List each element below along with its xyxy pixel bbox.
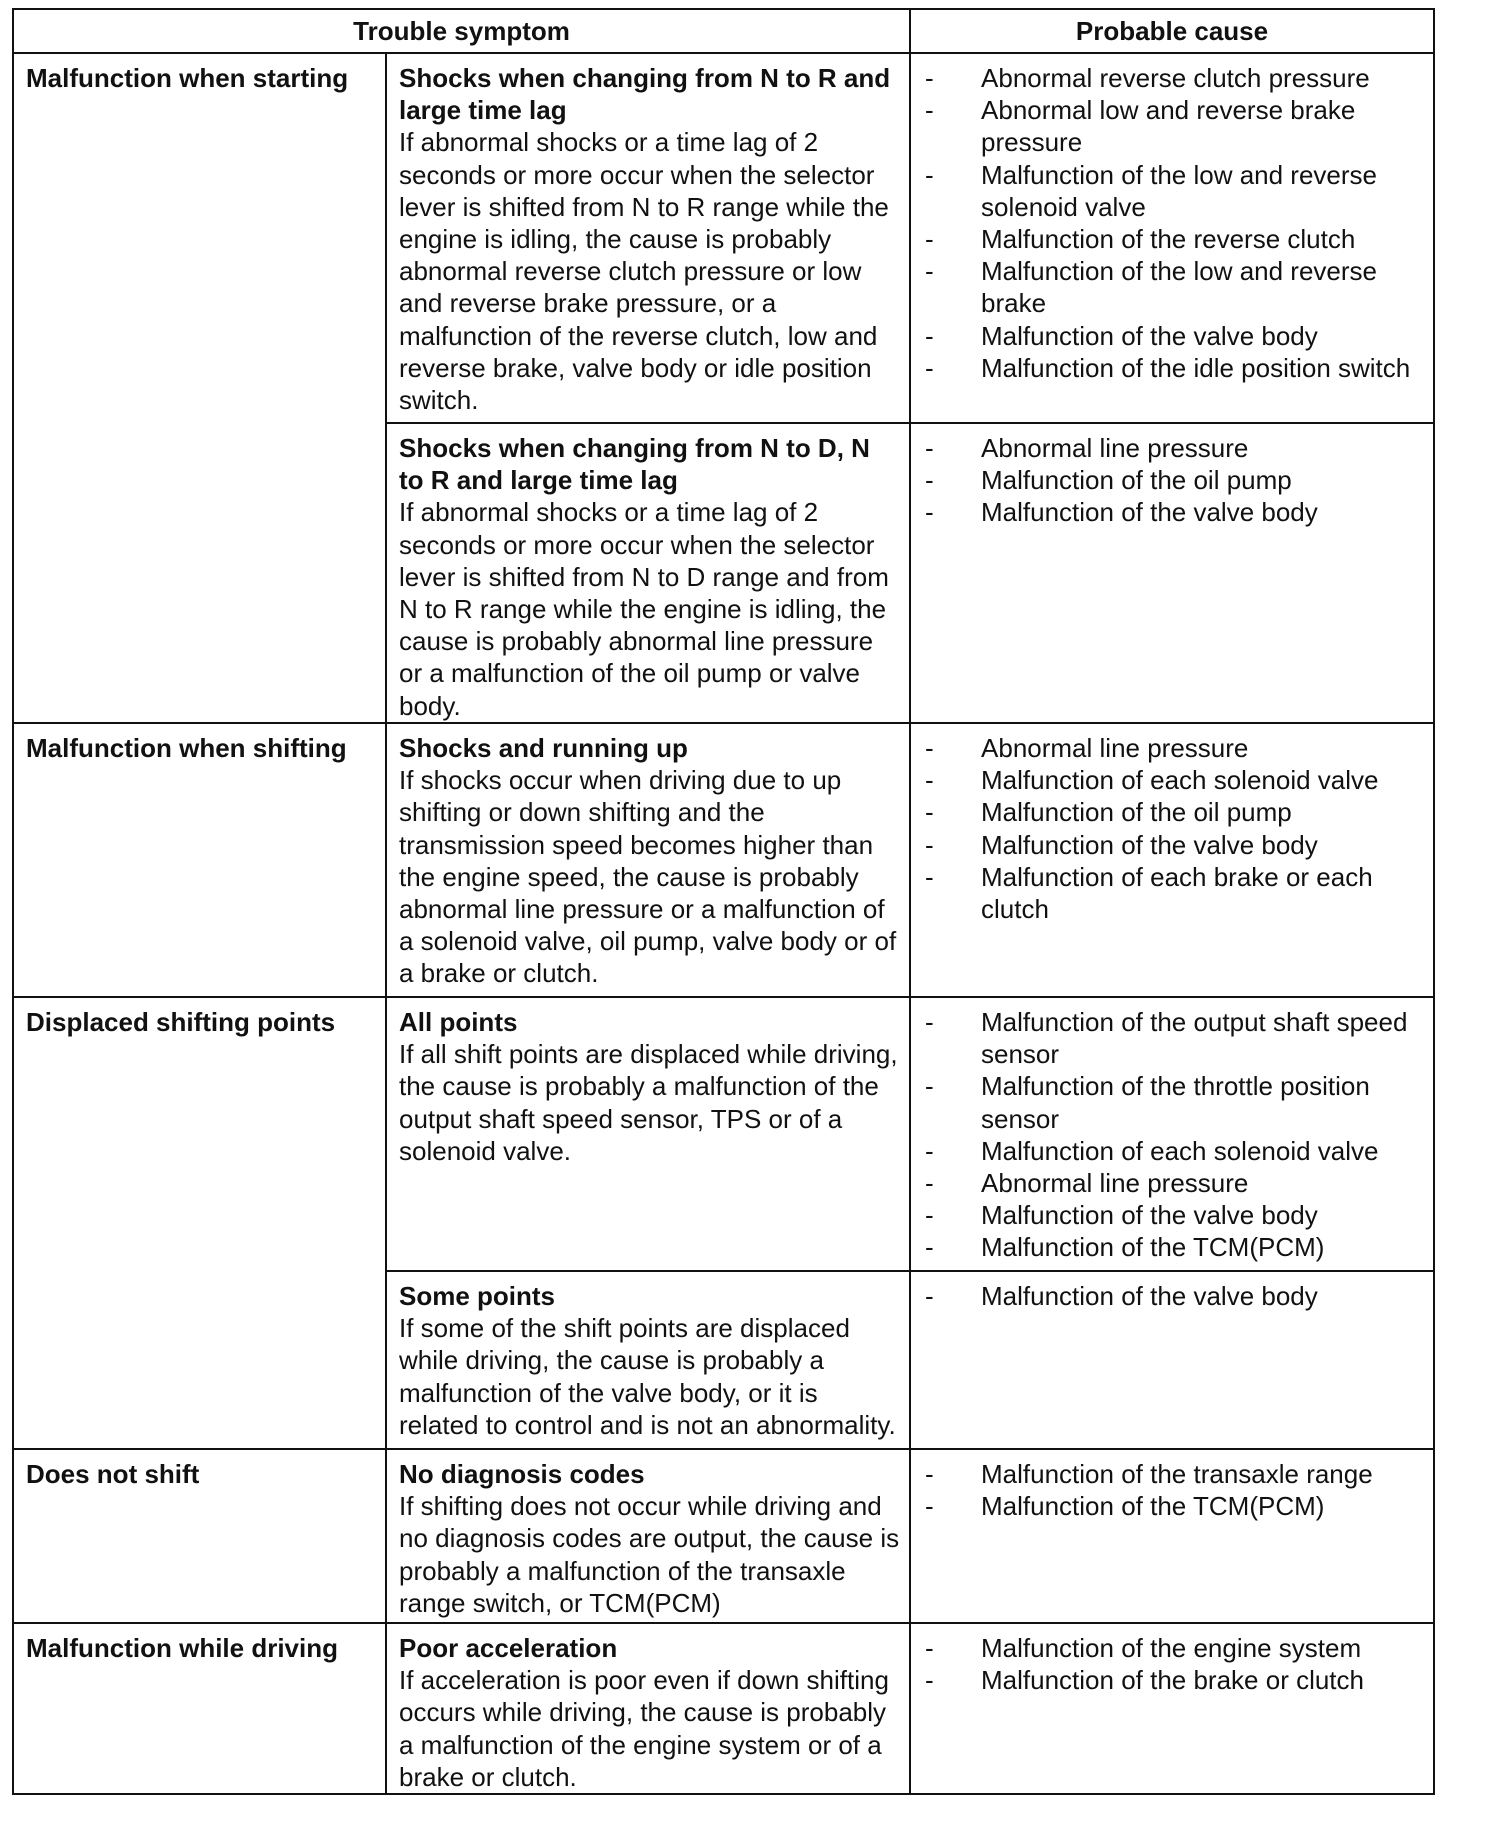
trouble-symptom-header: Trouble symptom [13,9,910,53]
category-cell: Malfunction when shifting [13,723,386,997]
cause-list [925,732,1427,925]
dash-bullet-icon: - [925,95,934,126]
cause-item [925,432,1427,464]
cause-text: Malfunction of each solenoid valve [981,1135,1379,1166]
dash-bullet-icon: - [925,224,934,255]
cause-text: Malfunction of the valve body [981,320,1318,351]
dash-bullet-icon: - [925,1007,934,1037]
cause-item [925,1664,1427,1696]
symptom-cell [386,723,910,997]
dash-bullet-icon: - [925,465,934,496]
cause-item [925,796,1427,828]
cause-text: Abnormal reverse clutch pressure [981,63,1370,93]
symptom-title: Shocks when changing from N to D, N to R and large time lag [399,433,870,496]
symptom-title: Poor acceleration [399,1633,618,1663]
symptom-title: Shocks and running up [399,733,688,763]
dash-bullet-icon: - [925,1491,934,1522]
cause-text: Malfunction of the TCM(PCM) [981,1232,1325,1263]
cause-item [925,1632,1427,1664]
symptom-cell [386,53,910,423]
cause-item [925,1167,1427,1199]
cause-cell [910,1449,1434,1623]
dash-bullet-icon: - [925,829,934,860]
cause-item [925,320,1427,352]
symptom-cell [386,1271,910,1449]
cause-text: Abnormal low and reverse brake pressure [981,95,1356,158]
cause-text: Malfunction of the transaxle range [981,1459,1373,1489]
table-header-row [13,9,1434,53]
cause-cell [910,1623,1434,1794]
cause-text: Malfunction of the idle position switch [981,352,1411,383]
cause-text: Malfunction of the engine system [981,1633,1362,1663]
cause-text: Abnormal line pressure [981,433,1249,463]
table-row [13,53,1434,423]
symptom-description: If shifting does not occur while driving and no diagnosis codes are output, the cause is probably a malfunction of the transaxle range switch, or TCM(PCM) [399,1491,900,1618]
cause-text: Malfunction of the valve body [981,497,1318,528]
symptom-title: Some points [399,1281,556,1311]
category-cell: Does not shift [13,1449,386,1623]
cause-list [925,432,1427,529]
cause-text: Malfunction of the low and reverse brake [981,256,1378,319]
dash-bullet-icon: - [925,1633,934,1663]
cause-text: Malfunction of the low and reverse solenoid valve [981,159,1378,222]
cause-item [925,861,1427,925]
dash-bullet-icon: - [925,63,934,93]
dash-bullet-icon: - [925,1459,934,1489]
dash-bullet-icon: - [925,765,934,796]
cause-item [925,94,1427,158]
cause-list [925,1280,1427,1312]
cause-text: Malfunction of the valve body [981,1200,1318,1231]
cause-text: Malfunction of the oil pump [981,797,1292,828]
cause-item [925,1490,1427,1522]
cause-item [925,1458,1427,1490]
dash-bullet-icon: - [925,159,934,190]
cause-text: Malfunction of the valve body [981,829,1318,860]
symptom-title: Shocks when changing from N to R and large time lag [399,63,891,126]
table-row [13,997,1434,1271]
dash-bullet-icon: - [925,1071,934,1102]
cause-text: Malfunction of each solenoid valve [981,765,1379,796]
cause-text: Malfunction of the TCM(PCM) [981,1491,1325,1522]
dash-bullet-icon: - [925,433,934,463]
symptom-cell [386,423,910,723]
cause-item [925,1135,1427,1167]
troubleshooting-table [12,8,1435,1795]
dash-bullet-icon: - [925,256,934,287]
cause-text: Abnormal line pressure [981,733,1249,763]
cause-list [925,62,1427,384]
cause-item [925,1231,1427,1263]
symptom-description: If abnormal shocks or a time lag of 2 seconds or more occur when the selector lever is shifted from N to R range while the engine is idling, the cause is probably abnormal reverse clutch pressure or low and reverse brake pressure, or a malfunction of the reverse clutch, low and reverse brake, valve body or idle position switch. [399,127,889,416]
cause-item [925,764,1427,796]
symptom-cell [386,1623,910,1794]
symptom-description: If some of the shift points are displaced while driving, the cause is probably a malfunction of the valve body, or it is related to control and is not an abnormality. [399,1313,896,1440]
cause-item [925,1199,1427,1231]
cause-item [925,1006,1427,1070]
symptom-description: If abnormal shocks or a time lag of 2 seconds or more occur when the selector lever is shifted from N to D range and from N to R range while the engine is idling, the cause is probably abnormal line pressure or a malfunction of the oil pump or valve body. [399,497,889,721]
dash-bullet-icon: - [925,1168,934,1199]
cause-text: Abnormal line pressure [981,1168,1249,1199]
symptom-title: No diagnosis codes [399,1459,645,1489]
category-cell: Malfunction while driving [13,1623,386,1794]
table-row [13,1449,1434,1623]
cause-cell [910,423,1434,723]
probable-cause-header: Probable cause [910,9,1434,53]
symptom-cell [386,997,910,1271]
dash-bullet-icon: - [925,797,934,828]
cause-item [925,352,1427,384]
cause-item [925,496,1427,528]
dash-bullet-icon: - [925,1200,934,1231]
cause-text: Malfunction of the valve body [981,1281,1318,1311]
cause-text: Malfunction of the throttle position sensor [981,1071,1370,1134]
dash-bullet-icon: - [925,352,934,383]
symptom-description: If shocks occur when driving due to up shifting or down shifting and the transmission speed becomes higher than the engine speed, the cause is probably abnormal line pressure or a malfunction of a solenoid valve, oil pump, valve body or of a brake or clutch. [399,765,897,989]
cause-item [925,62,1427,94]
cause-item [925,732,1427,764]
cause-cell [910,1271,1434,1449]
dash-bullet-icon: - [925,1232,934,1263]
table-row [13,723,1434,997]
symptom-title: All points [399,1007,518,1037]
cause-text: Malfunction of the output shaft speed sensor [981,1007,1408,1070]
cause-item [925,159,1427,223]
dash-bullet-icon: - [925,1281,934,1311]
cause-cell [910,997,1434,1271]
cause-list [925,1632,1427,1696]
symptom-description: If all shift points are displaced while driving, the cause is probably a malfunction of the output shaft speed sensor, TPS or of a solenoid valve. [399,1039,898,1166]
cause-item [925,255,1427,319]
table-row [13,1623,1434,1794]
cause-cell [910,53,1434,423]
cause-item [925,829,1427,861]
cause-item [925,1280,1427,1312]
dash-bullet-icon: - [925,320,934,351]
cause-text: Malfunction of the reverse clutch [981,224,1356,255]
cause-text: Malfunction of each brake or each clutch [981,861,1373,925]
dash-bullet-icon: - [925,1135,934,1166]
cause-item [925,464,1427,496]
category-cell: Displaced shifting points [13,997,386,1449]
cause-list [925,1458,1427,1522]
dash-bullet-icon: - [925,733,934,763]
cause-cell [910,723,1434,997]
dash-bullet-icon: - [925,861,934,892]
dash-bullet-icon: - [925,1665,934,1696]
cause-text: Malfunction of the brake or clutch [981,1665,1364,1696]
dash-bullet-icon: - [925,497,934,528]
symptom-cell [386,1449,910,1623]
cause-item [925,223,1427,255]
cause-text: Malfunction of the oil pump [981,465,1292,496]
cause-item [925,1070,1427,1134]
category-cell: Malfunction when starting [13,53,386,723]
cause-list [925,1006,1427,1264]
symptom-description: If acceleration is poor even if down shifting occurs while driving, the cause is probably a malfunction of the engine system or of a brake or clutch. [399,1665,889,1792]
